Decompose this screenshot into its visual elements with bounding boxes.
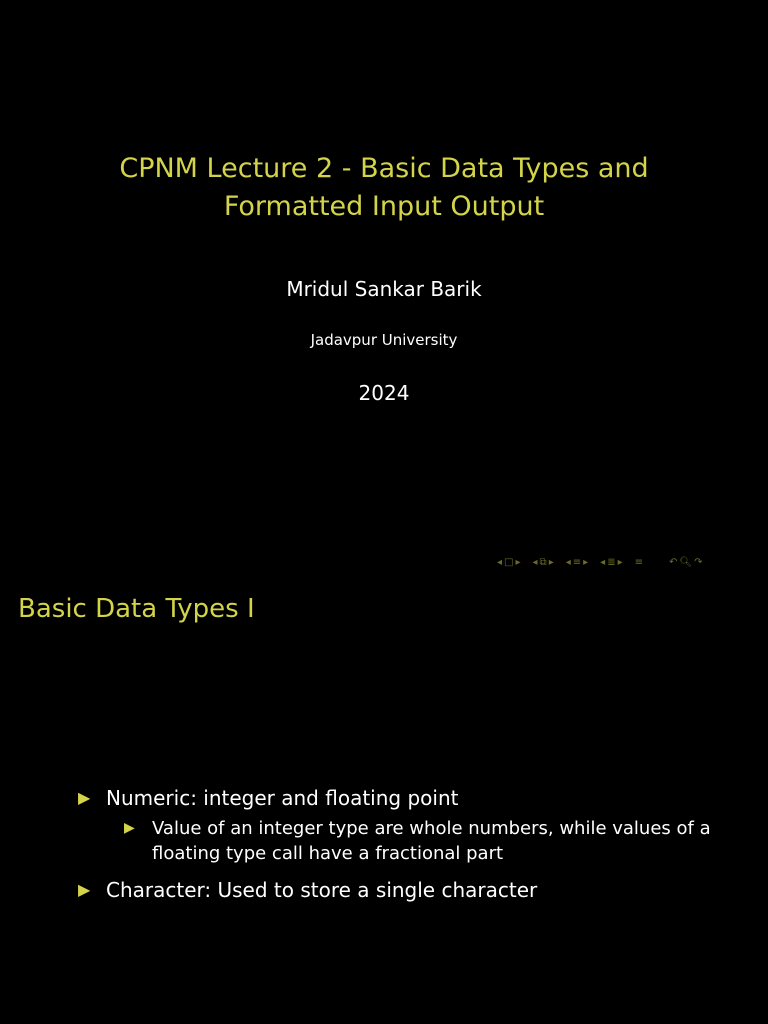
- beamer-navigation-bar: [496, 556, 764, 570]
- author-name: Mridul Sankar Barik: [286, 277, 482, 301]
- nav-right-arrow-icon[interactable]: ▸: [583, 557, 589, 568]
- nav-left-arrow-icon[interactable]: ◂: [497, 557, 503, 568]
- nav-frame-icon[interactable]: ⧉: [539, 557, 547, 568]
- nav-section-group: [599, 556, 623, 570]
- title-line-1: CPNM Lecture 2 - Basic Data Types and: [119, 153, 649, 184]
- nav-subsection-icon[interactable]: ≡: [572, 557, 582, 568]
- institute-name: Jadavpur University: [310, 331, 458, 349]
- bullet-text: Numeric: integer and floating point: [106, 786, 459, 810]
- nav-right-arrow-icon[interactable]: ▸: [617, 557, 623, 568]
- list-item: [78, 876, 718, 904]
- nav-forward-icon[interactable]: ↷: [694, 557, 703, 568]
- bullet-triangle-icon: ▶: [78, 788, 91, 807]
- nav-search-group: [668, 556, 703, 570]
- nav-search-icon[interactable]: 🔍︎: [679, 557, 693, 568]
- presentation-date: 2024: [358, 381, 410, 405]
- nav-frame-group: [532, 556, 555, 570]
- nav-left-arrow-icon[interactable]: ◂: [565, 557, 571, 568]
- nav-back-icon[interactable]: ↶: [669, 557, 678, 568]
- nav-slide-group: [496, 556, 522, 570]
- title-line-2: Formatted Input Output: [223, 191, 545, 222]
- nav-left-arrow-icon[interactable]: ◂: [600, 557, 606, 568]
- sub-list-item: [124, 816, 718, 866]
- bullet-list: [78, 784, 718, 904]
- nav-section-icon[interactable]: ≣: [607, 557, 616, 568]
- list-item: [78, 784, 718, 866]
- bullet-text: Character: Used to store a single character: [106, 878, 538, 902]
- presentation-title: [0, 150, 768, 226]
- nav-right-arrow-icon[interactable]: ▸: [515, 557, 521, 568]
- bullet-triangle-icon: ▶: [78, 880, 91, 899]
- content-slide: [0, 576, 768, 1024]
- nav-document-icon[interactable]: ≡: [634, 557, 644, 568]
- nav-subsection-group: [565, 556, 589, 570]
- nav-document-group: [634, 556, 644, 570]
- bullet-triangle-icon: ▶: [124, 820, 135, 836]
- sub-bullet-text: Value of an integer type are whole numbers, while values of a floating type call have a fractional part: [152, 818, 711, 864]
- nav-left-arrow-icon[interactable]: ◂: [532, 557, 538, 568]
- nav-slide-icon[interactable]: □: [504, 557, 514, 568]
- nav-right-arrow-icon[interactable]: ▸: [548, 557, 554, 568]
- sub-bullet-list: [124, 816, 718, 866]
- frame-title: Basic Data Types I: [18, 594, 255, 624]
